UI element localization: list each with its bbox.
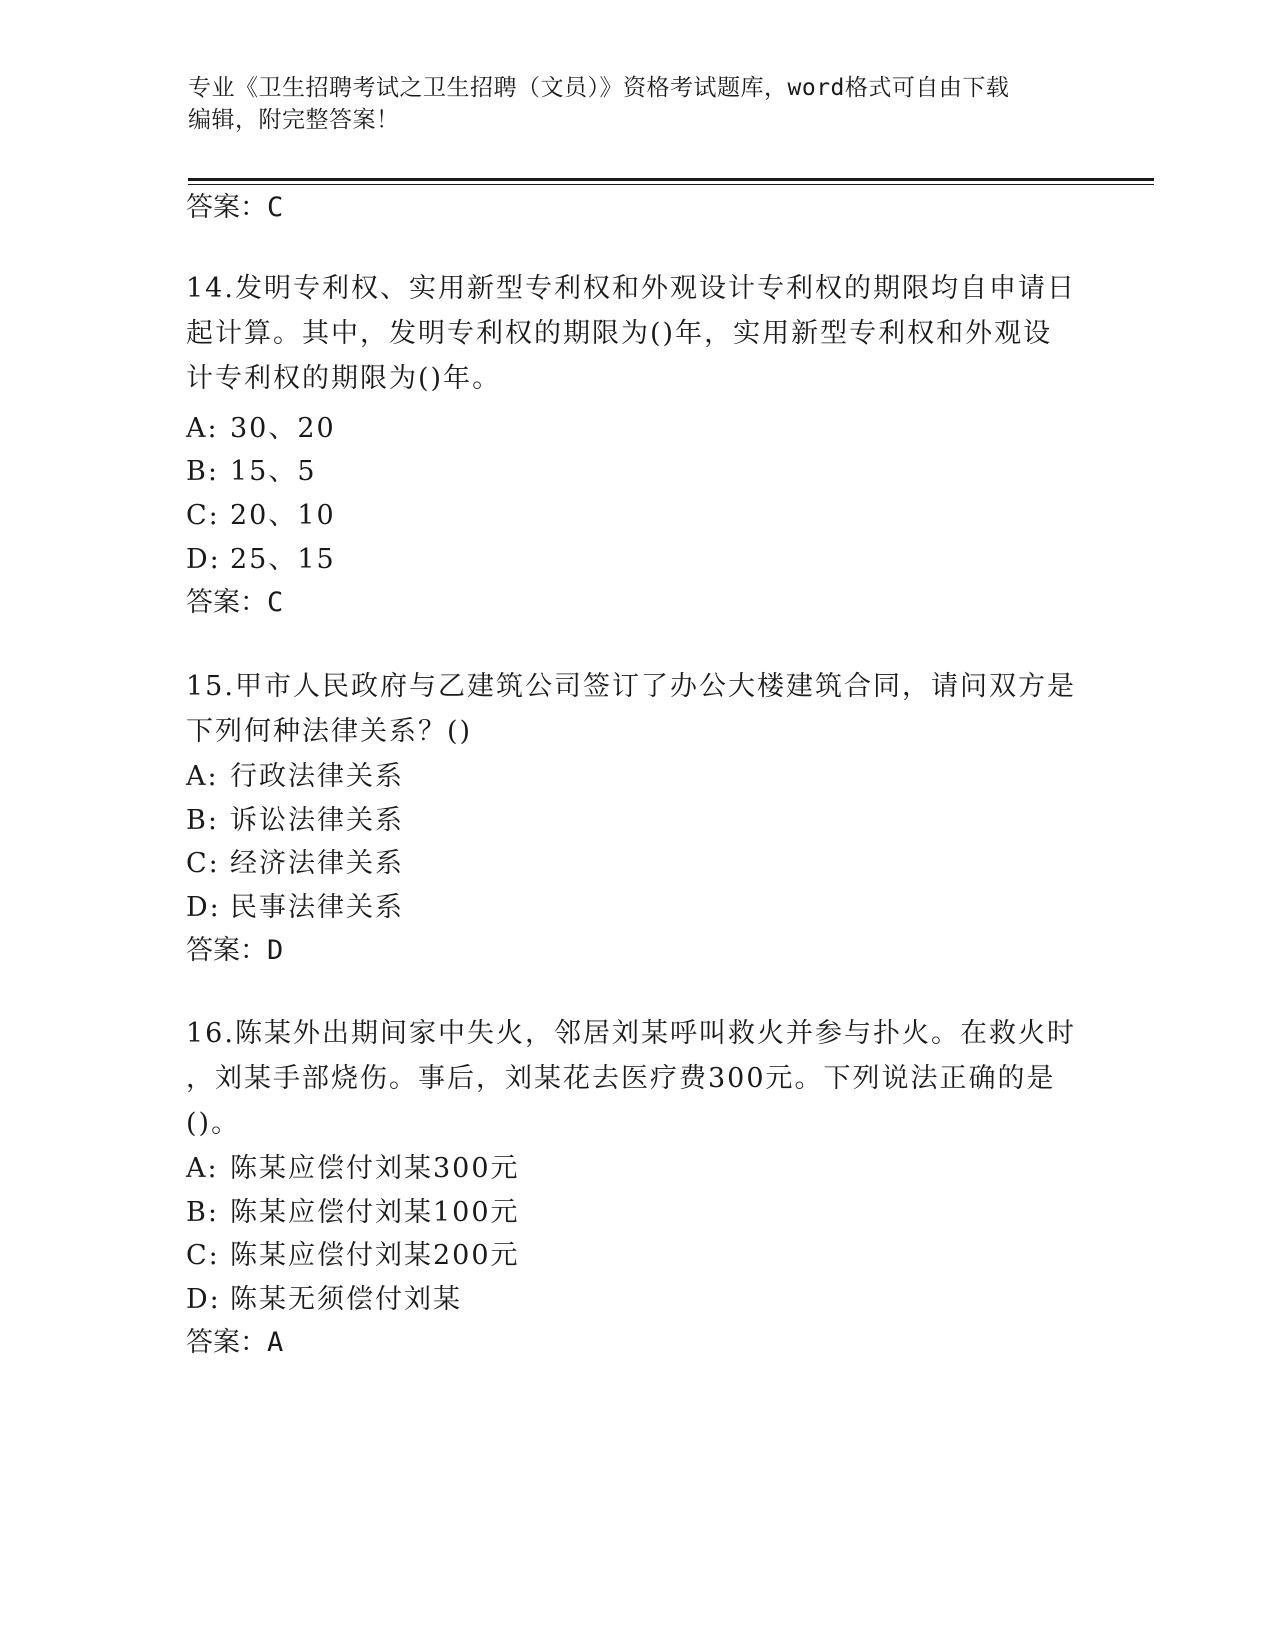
- question-16-option-a: [186, 1152, 520, 1186]
- question-15-option-c: [186, 847, 404, 881]
- question-16-option-b: [186, 1196, 520, 1230]
- option-text: 行政法律关系: [230, 761, 404, 792]
- option-text: 陈某应偿付刘某200元: [230, 1240, 520, 1271]
- question-14-option-d: [186, 543, 336, 577]
- option-text: 陈某应偿付刘某100元: [230, 1197, 520, 1228]
- question-15-option-b: [186, 804, 404, 838]
- option-text: 30、20: [230, 413, 336, 444]
- option-text: 经济法律关系: [230, 848, 404, 879]
- question-14-option-a: [186, 412, 336, 446]
- option-text: 25、15: [230, 544, 336, 575]
- option-letter: B:: [186, 456, 219, 487]
- option-letter: B:: [186, 1197, 219, 1228]
- question-15-line: 下列何种法律关系？(): [186, 716, 473, 747]
- answer-16: 答案：A: [186, 1327, 284, 1358]
- option-text: 诉讼法律关系: [230, 805, 404, 836]
- question-16-text: [186, 1011, 1086, 1146]
- option-letter: C:: [186, 500, 220, 531]
- option-text: 陈某应偿付刘某300元: [230, 1153, 520, 1184]
- question-16-line: ()。: [186, 1108, 241, 1139]
- option-text: 15、5: [230, 456, 317, 487]
- option-text: 民事法律关系: [230, 892, 404, 923]
- answer-15: 答案：D: [186, 935, 284, 966]
- option-text: 20、10: [230, 500, 336, 531]
- option-letter: C:: [186, 848, 220, 879]
- header-line-1: 专业《卫生招聘考试之卫生招聘（文员）》资格考试题库，word格式可自由下载: [188, 75, 1010, 101]
- question-14-line: 起计算。其中，发明专利权的期限为()年，实用新型专利权和外观设: [186, 318, 1053, 349]
- answer-13: 答案：C: [186, 192, 284, 223]
- option-letter: C:: [186, 1240, 220, 1271]
- question-14-option-c: [186, 499, 336, 533]
- question-14-line: 14.发明专利权、实用新型专利权和外观设计专利权的期限均自申请日: [186, 273, 1076, 304]
- question-15-text: [186, 664, 1086, 754]
- option-letter: B:: [186, 805, 219, 836]
- option-letter: A:: [186, 1153, 219, 1184]
- question-15-option-a: [186, 760, 404, 794]
- header-divider: [188, 178, 1154, 181]
- question-14-text: [186, 266, 1086, 401]
- question-16-line: ，刘某手部烧伤。事后，刘某花去医疗费300元。下列说法正确的是: [186, 1063, 1056, 1094]
- option-text: 陈某无须偿付刘某: [230, 1284, 462, 1315]
- question-16-option-d: [186, 1283, 462, 1317]
- question-15-option-d: [186, 891, 404, 925]
- option-letter: D:: [186, 892, 221, 923]
- option-letter: D:: [186, 544, 221, 575]
- option-letter: A:: [186, 761, 219, 792]
- question-16-line: 16.陈某外出期间家中失火，邻居刘某呼叫救火并参与扑火。在救火时: [186, 1018, 1076, 1049]
- question-14-line: 计专利权的期限为()年。: [186, 363, 502, 394]
- question-16-option-c: [186, 1239, 520, 1273]
- question-15-line: 15.甲市人民政府与乙建筑公司签订了办公大楼建筑合同，请问双方是: [186, 671, 1076, 702]
- option-letter: D:: [186, 1284, 221, 1315]
- header-line-2: 编辑，附完整答案！: [188, 107, 400, 133]
- header-divider-thin: [188, 184, 1154, 185]
- document-header: [188, 72, 1088, 136]
- answer-14: 答案：C: [186, 587, 284, 618]
- question-14-option-b: [186, 455, 317, 489]
- option-letter: A:: [186, 413, 219, 444]
